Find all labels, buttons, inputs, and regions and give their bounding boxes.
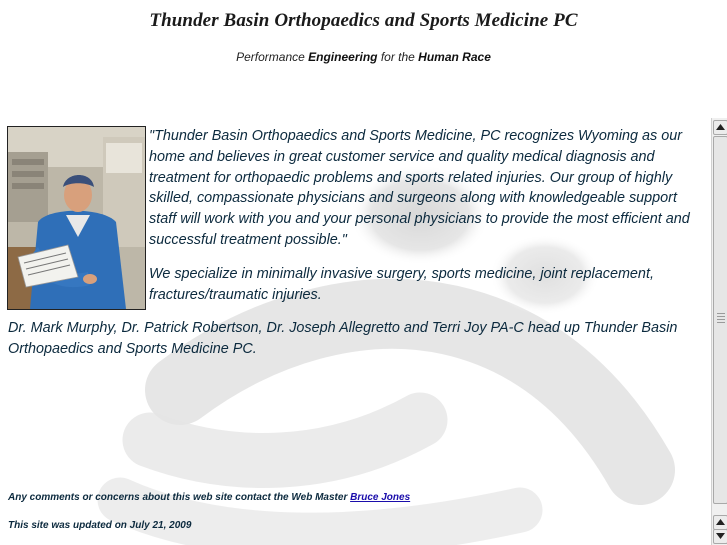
content-frame [0,118,711,545]
scroll-thumb[interactable] [713,136,727,504]
comments-line [8,492,410,503]
tagline-engineering: Engineering [308,50,378,64]
vertical-scrollbar[interactable] [711,118,727,545]
physicians-paragraph: Dr. Mark Murphy, Dr. Patrick Robertson, Dr. Joseph Allegretto and Terri Joy PA-C head up Thunder Basin Orthopaedics and Sports Medicine PC. [8,320,678,357]
comments-prefix: Any comments or concerns about this web site contact the Web Master [8,492,351,503]
arrow-down-icon [716,533,725,539]
doctor-photo [7,126,146,310]
updated-line: This site was updated on July 21, 2009 [8,520,192,531]
tagline [0,50,727,64]
scroll-down-button[interactable] [713,529,727,544]
site-title: Thunder Basin Orthopaedics and Sports Medicine PC [149,10,578,31]
tagline-human-race: Human Race [418,50,491,64]
tagline-part-1: Performance [236,50,309,64]
scroll-up-button-lower[interactable] [713,515,727,530]
scroll-grip-icon [717,313,725,325]
tagline-part-3: for the [377,50,419,64]
doctor-photo-illustration [8,127,145,309]
arrow-up-icon [716,519,725,525]
mission-quote: "Thunder Basin Orthopaedics and Sports Medicine, PC recognizes Wyoming as our home and believes in great customer service and quality medical diagnosis and treatment for orthopaedic problems and sports related injuries. Our group of highly skilled, compassionate physicians and surgeons along with knowledgeable support staff will work with you and your personal physicians to provide the most efficient and successful treatment possible." [149,128,690,248]
webmaster-link[interactable]: Bruce Jones [350,492,411,503]
specialties-paragraph: We specialize in minimally invasive surgery, sports medicine, joint replacement, fractures/traumatic injuries. [149,266,654,303]
arrow-up-icon [716,124,725,130]
scroll-up-button[interactable] [713,120,727,135]
